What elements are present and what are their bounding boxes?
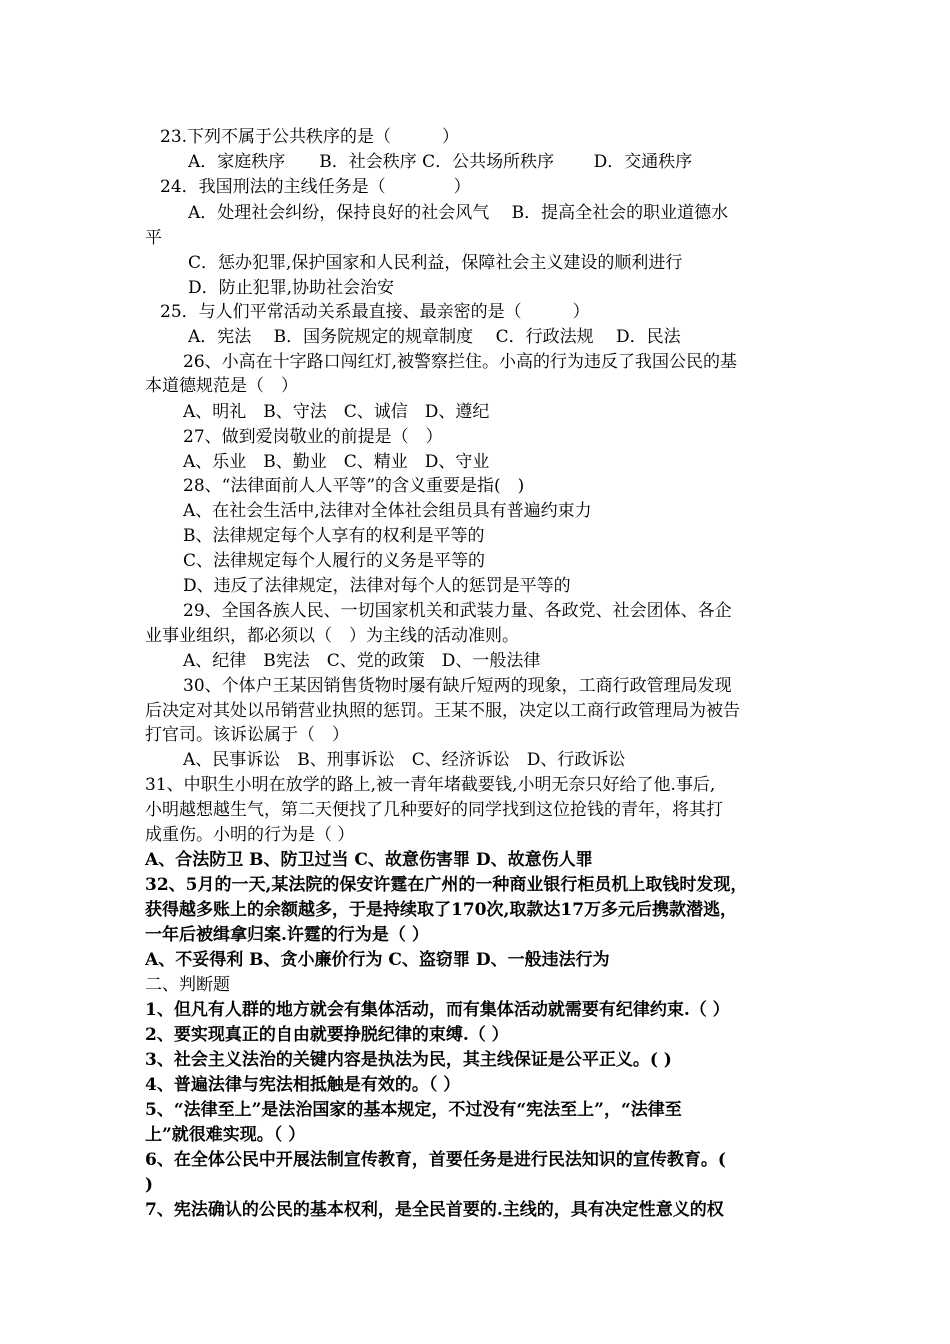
options-24-ab-wrap: 平 xyxy=(145,228,162,248)
question-24: 24．我国刑法的主线任务是（ ） xyxy=(160,177,471,197)
question-32-wrap-1: 获得越多账上的余额越多，于是持续取了170次,取款达17万多元后携款潜逃， xyxy=(145,900,738,920)
options-31: A、合法防卫 B、防卫过当 C、故意伤害罪 D、故意伤人罪 xyxy=(145,850,593,870)
section-heading: 二、判断题 xyxy=(145,975,230,995)
question-31: 31、中职生小明在放学的路上,被一青年堵截要钱,小明无奈只好给了他.事后, xyxy=(145,775,716,795)
judgment-6-wrap: ) xyxy=(145,1175,154,1195)
judgment-3: 3、社会主义法治的关键内容是执法为民，其主线保证是公平正义。( ) xyxy=(145,1050,672,1070)
question-29-wrap: 业事业组织，都必须以（ ）为主线的活动准则。 xyxy=(145,626,519,646)
judgment-7: 7、宪法确认的公民的基本权利，是全民首要的.主线的，具有决定性意义的权 xyxy=(145,1200,724,1220)
option-28-a: A、在社会生活中,法律对全体社会组员具有普遍约束力 xyxy=(183,501,592,521)
judgment-4: 4、普遍法律与宪法相抵触是有效的。（ ） xyxy=(145,1075,461,1095)
question-26: 26、小高在十字路口闯红灯,被警察拦住。小高的行为违反了我国公民的基 xyxy=(183,352,738,372)
question-31-wrap-1: 小明越想越生气，第二天便找了几种要好的同学找到这位抢钱的青年，将其打 xyxy=(145,800,723,820)
question-29: 29、全国各族人民、一切国家机关和武装力量、各政党、社会团体、各企 xyxy=(183,601,732,621)
question-31-wrap-2: 成重伤。小明的行为是（ ） xyxy=(145,825,355,845)
question-32: 32、5月的一天,某法院的保安许霆在广州的一种商业银行柜员机上取钱时发现， xyxy=(145,875,748,895)
options-27: A、乐业 B、勤业 C、精业 D、守业 xyxy=(183,452,490,472)
judgment-5-wrap: 上”就很难实现。（ ） xyxy=(145,1125,306,1145)
options-32: A、不妥得利 B、贪小廉价行为 C、盗窃罪 D、一般违法行为 xyxy=(145,950,610,970)
judgment-1: 1、但凡有人群的地方就会有集体活动，而有集体活动就需要有纪律约束.（ ） xyxy=(145,1000,730,1020)
options-23: A．家庭秩序 B．社会秩序 C．公共场所秩序 D．交通秩序 xyxy=(188,152,693,172)
option-28-d: D、违反了法律规定，法律对每个人的惩罚是平等的 xyxy=(183,576,571,596)
question-23: 23.下列不属于公共秩序的是（ ） xyxy=(160,127,460,147)
question-28: 28、“法律面前人人平等”的含义重要是指( ) xyxy=(183,476,525,496)
options-30: A、民事诉讼 B、刑事诉讼 C、经济诉讼 D、行政诉讼 xyxy=(183,750,626,770)
judgment-2: 2、要实现真正的自由就要挣脱纪律的束缚.（ ） xyxy=(145,1025,509,1045)
option-24-c: C．惩办犯罪,保护国家和人民利益，保障社会主义建设的顺利进行 xyxy=(188,253,683,273)
question-25: 25．与人们平常活动关系最直接、最亲密的是（ ） xyxy=(160,302,590,322)
options-29: A、纪律 B宪法 C、党的政策 D、一般法律 xyxy=(183,651,541,671)
options-26: A、明礼 B、守法 C、诚信 D、遵纪 xyxy=(183,402,490,422)
options-24-ab: A．处理社会纠纷，保持良好的社会风气 B．提高全社会的职业道德水 xyxy=(188,203,729,223)
option-28-c: C、法律规定每个人履行的义务是平等的 xyxy=(183,551,486,571)
question-30: 30、个体户王某因销售货物时屡有缺斤短两的现象，工商行政管理局发现 xyxy=(183,676,732,696)
options-25: A．宪法 B．国务院规定的规章制度 C．行政法规 D．民法 xyxy=(188,327,681,347)
option-28-b: B、法律规定每个人享有的权利是平等的 xyxy=(183,526,485,546)
judgment-5: 5、“法律至上”是法治国家的基本规定，不过没有“宪法至上”，“法律至 xyxy=(145,1100,682,1120)
question-30-wrap-1: 后决定对其处以吊销营业执照的惩罚。王某不服，决定以工商行政管理局为被告 xyxy=(145,701,740,721)
question-30-wrap-2: 打官司。该诉讼属于（ ） xyxy=(145,725,349,745)
question-32-wrap-2: 一年后被缉拿归案.许霆的行为是（ ） xyxy=(145,925,429,945)
option-24-d: D．防止犯罪,协助社会治安 xyxy=(188,278,395,298)
question-27: 27、做到爱岗敬业的前提是（ ） xyxy=(183,427,443,447)
judgment-6: 6、在全体公民中开展法制宣传教育，首要任务是进行民法知识的宣传教育。( xyxy=(145,1150,726,1170)
question-26-wrap: 本道德规范是（ ） xyxy=(145,376,298,396)
